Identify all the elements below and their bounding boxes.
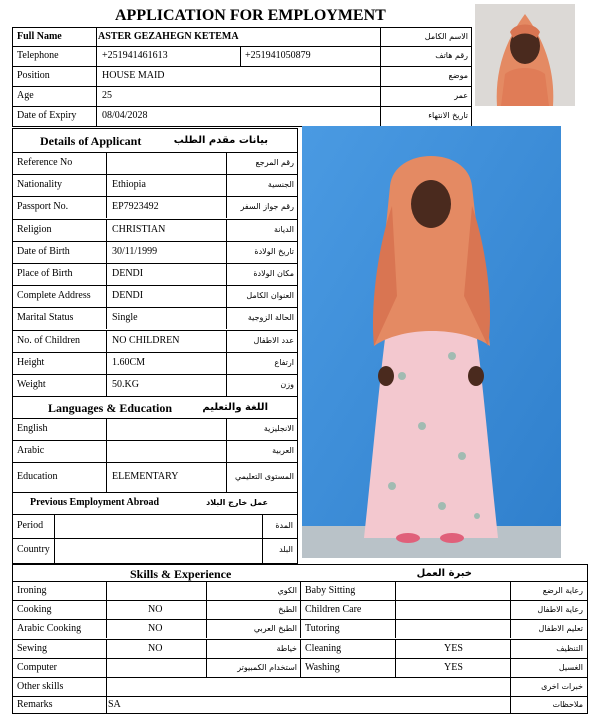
row-divider bbox=[12, 241, 298, 242]
col-divider bbox=[510, 581, 511, 600]
col-divider bbox=[106, 219, 107, 241]
full-body-photo bbox=[302, 126, 561, 558]
previous-label: Country bbox=[17, 544, 50, 555]
col-divider bbox=[395, 581, 396, 600]
skill-label-ar: الطبخ bbox=[278, 605, 297, 614]
detail-label-ar: رقم جواز السفر bbox=[240, 202, 294, 211]
other-skills-label: Other skills bbox=[17, 681, 64, 692]
full-name-ar: الاسم الكامل bbox=[424, 32, 468, 41]
col-divider bbox=[300, 581, 301, 600]
skill-label-ar: تعليم الاطفال bbox=[538, 624, 583, 633]
col-divider bbox=[226, 462, 227, 492]
detail-label-ar: الجنسية bbox=[267, 180, 294, 189]
skills-heading-ar: خبرة العمل bbox=[416, 568, 472, 579]
skill-label: Sewing bbox=[17, 643, 47, 654]
position-ar: موضع bbox=[448, 71, 468, 80]
skill-value: YES bbox=[444, 643, 463, 654]
other-skills-ar: خبرات اخرى bbox=[541, 682, 583, 691]
col-divider bbox=[395, 600, 396, 619]
language-label: English bbox=[17, 423, 48, 434]
detail-label: Height bbox=[17, 357, 45, 368]
col-divider bbox=[106, 330, 107, 352]
detail-label: Weight bbox=[17, 379, 46, 390]
col-divider bbox=[510, 658, 511, 677]
detail-value: 1.60CM bbox=[112, 357, 146, 368]
col-divider bbox=[106, 418, 107, 440]
col-divider bbox=[106, 285, 107, 307]
detail-value: DENDI bbox=[112, 290, 144, 301]
col-divider bbox=[226, 196, 227, 218]
previous-label: Period bbox=[17, 520, 44, 531]
row-divider bbox=[12, 462, 298, 463]
col-divider bbox=[300, 639, 301, 658]
row-divider bbox=[12, 352, 298, 353]
skill-label: Tutoring bbox=[305, 623, 340, 634]
col-divider bbox=[395, 639, 396, 658]
detail-label: Date of Birth bbox=[17, 246, 70, 257]
previous-label-ar: البلد bbox=[279, 545, 293, 554]
col-divider bbox=[106, 352, 107, 374]
age-value: 25 bbox=[102, 90, 112, 101]
detail-label-ar: الديانة bbox=[273, 225, 294, 234]
col-divider bbox=[300, 600, 301, 619]
language-label-ar: العربية bbox=[272, 446, 294, 455]
detail-value: 30/11/1999 bbox=[112, 246, 158, 257]
skill-label: Computer bbox=[17, 662, 57, 673]
full-name-label: Full Name bbox=[17, 31, 62, 42]
skill-label: Children Care bbox=[305, 604, 362, 615]
col-divider bbox=[206, 581, 207, 600]
row-divider bbox=[12, 677, 588, 678]
col-divider bbox=[106, 440, 107, 462]
col-divider bbox=[206, 639, 207, 658]
col-divider bbox=[395, 658, 396, 677]
detail-label: Passport No. bbox=[17, 201, 69, 212]
skill-label-ar: الكوي bbox=[277, 586, 297, 595]
col-divider bbox=[54, 514, 55, 538]
col-divider bbox=[226, 152, 227, 174]
col-divider bbox=[226, 263, 227, 285]
language-label: Arabic bbox=[17, 445, 45, 456]
col-divider bbox=[226, 241, 227, 263]
col-divider bbox=[106, 581, 107, 600]
telephone-value-1: +251941461613 bbox=[102, 50, 168, 61]
previous-label-ar: المدة bbox=[275, 521, 293, 530]
expiry-value: 08/04/2028 bbox=[102, 110, 148, 121]
col-divider bbox=[262, 514, 263, 538]
age-label: Age bbox=[17, 90, 34, 101]
detail-label: Place of Birth bbox=[17, 268, 73, 279]
row-divider bbox=[12, 196, 298, 197]
skill-label-ar: استخدام الكمبيوتر bbox=[237, 663, 297, 672]
col-divider bbox=[206, 658, 207, 677]
skill-label-ar: خياطة bbox=[276, 644, 297, 653]
expiry-label: Date of Expiry bbox=[17, 110, 77, 121]
col-divider bbox=[106, 462, 107, 492]
col-divider bbox=[106, 600, 107, 619]
detail-label-ar: العنوان الكامل bbox=[246, 291, 294, 300]
col-divider bbox=[262, 538, 263, 564]
row-divider bbox=[12, 440, 298, 441]
col-divider bbox=[106, 658, 107, 677]
detail-label: Reference No bbox=[17, 157, 73, 168]
age-ar: عمر bbox=[454, 91, 468, 100]
col-divider bbox=[226, 440, 227, 462]
skill-label-ar: التنظيف bbox=[556, 644, 583, 653]
col-divider bbox=[106, 152, 107, 174]
details-heading-ar: بيانات مقدم الطلب bbox=[173, 135, 268, 146]
detail-label-ar: رقم المرجع bbox=[255, 158, 294, 167]
expiry-ar: تاريخ الانتهاء bbox=[428, 111, 468, 120]
row-divider bbox=[12, 285, 298, 286]
col-divider bbox=[106, 307, 107, 329]
position-label: Position bbox=[17, 70, 50, 81]
row-divider bbox=[12, 374, 298, 375]
detail-label: No. of Children bbox=[17, 335, 81, 346]
col-divider bbox=[300, 619, 301, 638]
row-divider bbox=[12, 330, 298, 331]
detail-label-ar: ارتفاع bbox=[274, 358, 294, 367]
col-divider bbox=[226, 307, 227, 329]
detail-label-ar: وزن bbox=[280, 380, 294, 389]
col-divider bbox=[226, 285, 227, 307]
row-divider bbox=[12, 219, 298, 220]
col-divider bbox=[226, 418, 227, 440]
remarks-label: Remarks bbox=[17, 699, 53, 710]
col-divider bbox=[226, 352, 227, 374]
skill-label-ar: رعاية الاطفال bbox=[537, 605, 583, 614]
col-divider bbox=[106, 174, 107, 196]
page-title: APPLICATION FOR EMPLOYMENT bbox=[115, 7, 386, 24]
col-divider bbox=[510, 639, 511, 658]
skill-label-ar: الغسيل bbox=[558, 663, 583, 672]
col-divider bbox=[106, 639, 107, 658]
col-divider bbox=[106, 196, 107, 218]
detail-value: DENDI bbox=[112, 268, 144, 279]
skill-label: Washing bbox=[305, 662, 340, 673]
detail-value: NO CHILDREN bbox=[112, 335, 180, 346]
col-divider bbox=[106, 374, 107, 396]
col-divider bbox=[226, 219, 227, 241]
remarks-ar: ملاحظات bbox=[552, 700, 583, 709]
language-label: Education bbox=[17, 471, 58, 482]
skill-value: YES bbox=[444, 662, 463, 673]
skill-label: Ironing bbox=[17, 585, 47, 596]
skill-label: Arabic Cooking bbox=[17, 623, 82, 634]
header-table bbox=[12, 27, 472, 127]
col-divider bbox=[106, 263, 107, 285]
full-name-value: ASTER GEZAHEGN KETEMA bbox=[98, 31, 239, 42]
skill-label-ar: رعاية الرضع bbox=[542, 586, 583, 595]
previous-heading: Previous Employment Abroad bbox=[30, 497, 160, 508]
details-heading: Details of Applicant bbox=[40, 134, 142, 148]
row-divider bbox=[12, 174, 298, 175]
col-divider bbox=[226, 374, 227, 396]
skills-heading: Skills & Experience bbox=[130, 567, 232, 581]
skill-label-ar: الطبخ العربي bbox=[253, 624, 297, 633]
col-divider bbox=[54, 538, 55, 564]
detail-value: CHRISTIAN bbox=[112, 224, 166, 235]
col-divider bbox=[206, 600, 207, 619]
language-label-ar: الانجليزية bbox=[263, 424, 294, 433]
detail-label: Complete Address bbox=[17, 290, 91, 301]
row-divider bbox=[12, 152, 298, 153]
detail-value: Single bbox=[112, 312, 138, 323]
col-divider bbox=[226, 330, 227, 352]
telephone-value-2: +251941050879 bbox=[245, 50, 311, 61]
detail-label-ar: الحالة الزوجية bbox=[247, 313, 294, 322]
row-divider bbox=[12, 263, 298, 264]
col-divider bbox=[106, 619, 107, 638]
skill-label: Cooking bbox=[17, 604, 52, 615]
detail-value: 50.KG bbox=[112, 379, 139, 390]
detail-label: Religion bbox=[17, 224, 52, 235]
skill-value: NO bbox=[148, 604, 163, 615]
languages-heading-ar: اللغة والتعليم bbox=[202, 402, 268, 413]
col-divider bbox=[106, 241, 107, 263]
detail-label-ar: تاريخ الولادة bbox=[254, 247, 294, 256]
language-label-ar: المستوى التعليمي bbox=[234, 472, 294, 481]
position-value: HOUSE MAID bbox=[102, 70, 165, 81]
col-divider bbox=[510, 600, 511, 619]
detail-label-ar: مكان الولادة bbox=[253, 269, 294, 278]
language-value: ELEMENTARY bbox=[112, 471, 179, 482]
detail-label: Marital Status bbox=[17, 312, 74, 323]
col-divider bbox=[226, 174, 227, 196]
telephone-label: Telephone bbox=[17, 50, 59, 61]
detail-value: EP7923492 bbox=[112, 201, 159, 212]
skill-value: NO bbox=[148, 623, 163, 634]
col-divider bbox=[510, 619, 511, 638]
telephone-ar: رقم هاتف bbox=[435, 51, 468, 60]
headshot-photo bbox=[475, 4, 575, 106]
languages-heading: Languages & Education bbox=[48, 401, 173, 415]
row-divider bbox=[12, 307, 298, 308]
remarks-value: SA bbox=[108, 699, 121, 710]
detail-value: Ethiopia bbox=[112, 179, 146, 190]
skill-value: NO bbox=[148, 643, 163, 654]
skill-label: Cleaning bbox=[305, 643, 342, 654]
col-divider bbox=[206, 619, 207, 638]
col-divider bbox=[300, 658, 301, 677]
col-divider bbox=[395, 619, 396, 638]
row-divider bbox=[12, 696, 588, 697]
previous-heading-ar: عمل خارج البلاد bbox=[206, 498, 268, 507]
row-divider bbox=[12, 418, 298, 419]
detail-label-ar: عدد الاطفال bbox=[253, 336, 294, 345]
skill-label: Baby Sitting bbox=[305, 585, 356, 596]
detail-label: Nationality bbox=[17, 179, 62, 190]
